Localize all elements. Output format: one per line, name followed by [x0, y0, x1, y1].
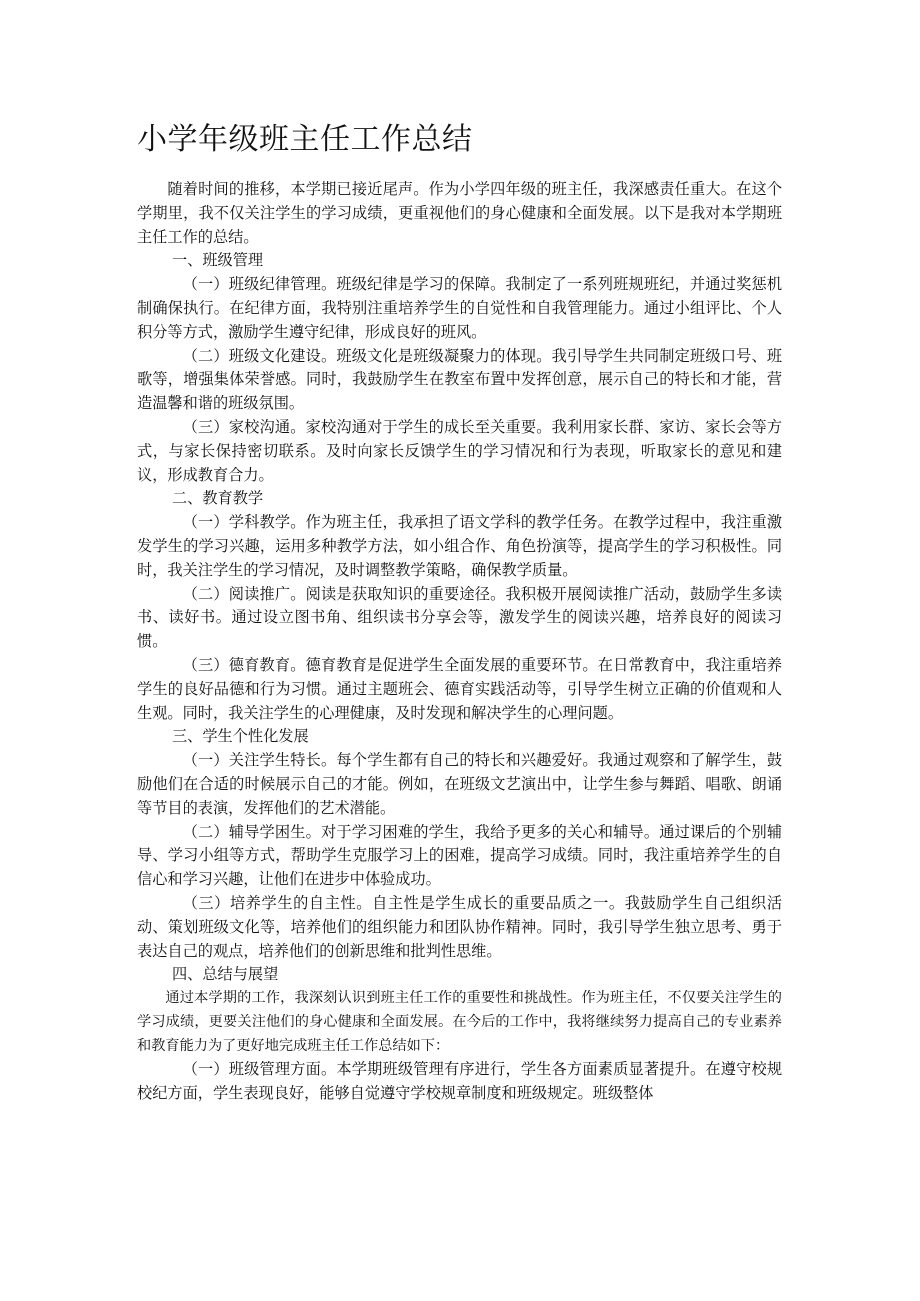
- section-heading-class-management: 一、班级管理: [171, 251, 264, 270]
- intro-paragraph: 随着时间的推移，本学期已接近尾声。作为小学四年级的班主任，我深感责任重大。在这个学期里，我不仅关注学生的学习成绩，更重视他们的身心健康和全面发展。以下是我对本学期班主任工作的总结。: [137, 180, 782, 246]
- paragraph-talents: （一）关注学生特长。每个学生都有自己的特长和兴趣爱好。我通过观察和了解学生，鼓励他们在合适的时候展示自己的才能。例如，在班级文艺演出中，让学生参与舞蹈、唱歌、朗诵等节目的表演，发挥他们的艺术潜能。: [137, 751, 782, 817]
- paragraph-home-school: （三）家校沟通。家校沟通对于学生的成长至关重要。我利用家长群、家访、家长会等方式，与家长保持密切联系。及时向家长反馈学生的学习情况和行为表现，听取家长的意见和建议，形成教育合力。: [137, 417, 782, 484]
- paragraph-class-management-result: （一）班级管理方面。本学期班级管理有序进行，学生各方面素质显著提升。在遵守校规校纪方面，学生表现良好，能够自觉遵守学校规章制度和班级规定。班级整体: [137, 1060, 782, 1103]
- document-title: 小学年级班主任工作总结: [137, 122, 473, 157]
- paragraph-class-culture: （二）班级文化建设。班级文化是班级凝聚力的体现。我引导学生共同制定班级口号、班歌等，增强集体荣誉感。同时，我鼓励学生在教室布置中发挥创意，展示自己的特长和才能，营造温馨和谐的班级氛围。: [137, 346, 782, 413]
- paragraph-moral-education: （三）德育教育。德育教育是促进学生全面发展的重要环节。在日常教育中，我注重培养学生的良好品德和行为习惯。通过主题班会、德育实践活动等，引导学生树立正确的价值观和人生观。同时，我关注学生的心理健康，及时发现和解决学生的心理问题。: [137, 655, 782, 722]
- paragraph-subject-teaching: （一）学科教学。作为班主任，我承担了语文学科的教学任务。在教学过程中，我注重激发学生的学习兴趣，运用多种教学方法，如小组合作、角色扮演等，提高学生的学习积极性。同时，我关注学生的学习情况，及时调整教学策略，确保教学质量。: [137, 513, 782, 579]
- paragraph-autonomy: （三）培养学生的自主性。自主性是学生成长的重要品质之一。我鼓励学生自己组织活动、策划班级文化等，培养他们的组织能力和团队协作精神。同时，我引导学生独立思考、勇于表达自己的观点，培养他们的创新思维和批判性思维。: [137, 893, 782, 960]
- section-heading-personalized: 三、学生个性化发展: [171, 727, 309, 746]
- section-heading-summary: 四、总结与展望: [171, 965, 279, 984]
- paragraph-reading: （二）阅读推广。阅读是获取知识的重要途径。我积极开展阅读推广活动，鼓励学生多读书、读好书。通过设立图书角、组织读书分享会等，激发学生的阅读兴趣，培养良好的阅读习惯。: [137, 584, 782, 651]
- document-body: [137, 178, 782, 1106]
- paragraph-tutoring: （二）辅导学困生。对于学习困难的学生，我给予更多的关心和辅导。通过课后的个别辅导、学习小组等方式，帮助学生克服学习上的困难，提高学习成绩。同时，我注重培养学生的自信心和学习兴趣，让他们在进步中体验成功。: [137, 822, 782, 889]
- paragraph-discipline: （一）班级纪律管理。班级纪律是学习的保障。我制定了一系列班规班纪，并通过奖惩机制确保执行。在纪律方面，我特别注重培养学生的自觉性和自我管理能力。通过小组评比、个人积分等方式，激励学生遵守纪律，形成良好的班风。: [137, 275, 782, 341]
- section-heading-teaching: 二、教育教学: [171, 489, 264, 508]
- paragraph-summary: 通过本学期的工作，我深刻认识到班主任工作的重要性和挑战性。作为班主任，不仅要关注学生的学习成绩，更要关注他们的身心健康和全面发展。在今后的工作中，我将继续努力提高自己的专业素养和教育能力为了更好地完成班主任工作总结如下：: [137, 990, 782, 1054]
